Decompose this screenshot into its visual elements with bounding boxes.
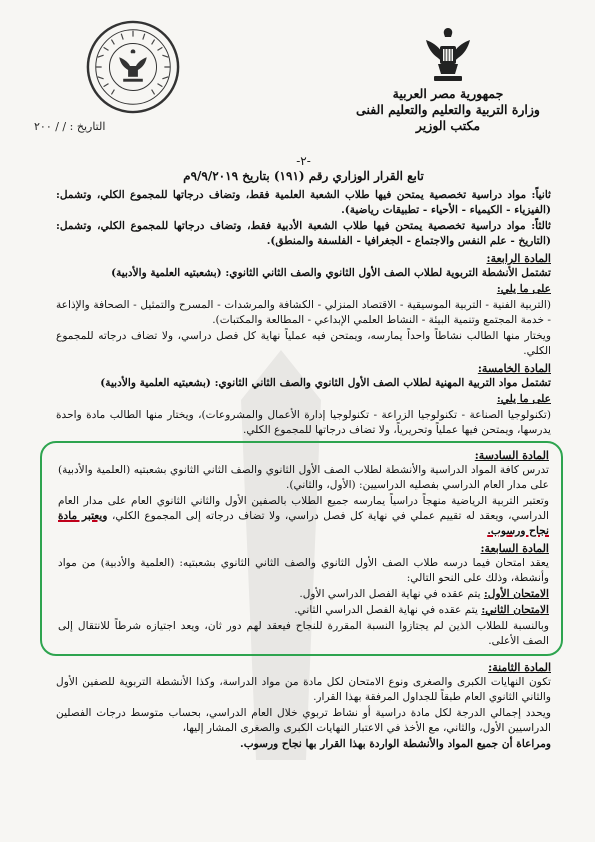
office-name: مكتب الوزير — [415, 118, 481, 133]
ministry-seal-icon — [84, 18, 182, 116]
country-name: جمهورية مصر العربية — [392, 86, 504, 101]
article-8-body: تكون النهايات الكبرى والصغرى ونوع الامتحان لكل مادة من مواد الدراسة، وكذا الأنشطة التربوية للصفين الأول والثاني الثانوي العام طبقاً للجداول المرفقة بهذا القرار. — [56, 676, 551, 703]
paragraph-secondly: ثانياً: مواد دراسية تخصصية يمتحن فيها طلاب الشعبة العلمية فقط، وتضاف درجاتها للمجموع الكلي، وتشمل: (الفيزياء - الكيمياء - الأحياء - تطبيقات رياضية). — [56, 189, 551, 216]
article-4-list: (التربية الفنية - التربية الموسيقية - الاقتصاد المنزلي - الكشافة والمرشدات - المسرح والتمثيل - الصحافة والإذاعة - خدمة المجتمع وتنمية البيئة - النشاط العلمي الإبداعي - المطالعة والمكتبات). — [56, 299, 551, 326]
article-8-heading: المادة الثامنة: — [488, 661, 551, 674]
decree-body — [56, 154, 551, 753]
article-6-body: تدرس كافة المواد الدراسية والأنشطة لطلاب الصف الأول الثانوي والصف الثاني الثانوي بشعبتيه (العلمية والأدبية) على مدار العام الدراسي بفصليه الدراسيين: (الأول، والثاني). — [58, 464, 549, 491]
second-exam-label: الامتحان الثاني: — [481, 604, 549, 616]
ministry-name: وزارة التربية والتعليم والتعليم الفنى — [356, 102, 540, 117]
article-6-sports-text: وتعتبر التربية الرياضية منهجاً دراسياً يمارسه جميع الطلاب بالصفين الأول والثاني الثانوي العام على مدار العام الدراسي، ويعقد له تقييم عملي في نهاية كل فصل دراسي، ولا تضاف درجاته إلى المجموع الكلي، — [58, 495, 549, 522]
second-exam-text: يتم عقده في نهاية الفصل الدراسي الثاني. — [294, 604, 482, 616]
article-5-list: (تكنولوجيا الصناعة - تكنولوجيا الزراعة - تكنولوجيا إدارة الأعمال والمشروعات)، ويختار منها الطالب مادة واحدة يدرسها، ويمتحن فيها عملياً وتحريرياً، ولا تضاف درجاتها للمجموع الكلي. — [56, 409, 551, 436]
article-4-note: ويختار منها الطالب نشاطاً واحداً يمارسه، ويمتحن فيه عملياً نهاية كل فصل دراسي، ولا تضاف درجاته للمجموع الكلي. — [56, 330, 551, 357]
article-7-body: يعقد امتحان فيما درسه طلاب الصف الأول الثانوي والصف الثاني الثانوي بشعبتيه: (العلمية والأدبية) من مواد وأنشطة، وذلك على النحو التالي: — [58, 557, 549, 584]
letterhead — [343, 22, 553, 134]
article-5-heading: المادة الخامسة: — [477, 362, 551, 375]
date-field-label: التاريخ : / / ٢٠٠ — [34, 120, 106, 133]
highlight-box — [40, 441, 563, 656]
article-4-following: على ما يلي: — [496, 283, 551, 295]
article-7-heading: المادة السابعة: — [480, 542, 549, 555]
article-4-heading: المادة الرابعة: — [486, 252, 551, 265]
article-6-heading: المادة السادسة: — [474, 449, 549, 462]
second-round-note: وبالنسبة للطلاب الذين لم يجتازوا النسبة المقررة للنجاح فيعقد لهم دور ثان، ويعد اجتيازه شرطاً للانتقال إلى الصف الأعلى. — [58, 620, 549, 647]
page-number: -٢- — [296, 154, 311, 168]
first-exam-text: يتم عقده في نهاية الفصل الدراسي الأول. — [299, 588, 484, 600]
first-exam — [58, 587, 549, 602]
article-5-intro: تشتمل مواد التربية المهنية لطلاب الصف الأول الثانوي والصف الثاني الثانوي: (بشعبتيه العلمية والأدبية) — [100, 377, 551, 389]
pass-fail-underlined: ويعتبر مادة نجاح ورسوب. — [58, 510, 549, 537]
article-8-grading: ويحدد إجمالي الدرجة لكل مادة دراسية أو نشاط تربوي خلال العام الدراسي، بحساب متوسط درجات الفصلين الدراسيين الأول، والثاني، مع الأخذ في الاعتبار النهايات الكبرى والصغرى المشار إليها، — [56, 707, 551, 734]
decree-subtitle: تابع القرار الوزاري رقم (١٩١) بتاريخ ٩/٩/٢٠١٩م — [183, 169, 424, 183]
paragraph-thirdly: ثالثاً: مواد دراسية تخصصية يمتحن فيها طلاب الشعبة الأدبية فقط، وتضاف درجاتها للمجموع الكلي، وتشمل: (التاريخ - علم النفس والاجتماع - الجغرافيا - الفلسفة والمنطق). — [56, 220, 551, 247]
eagle-emblem-icon — [418, 22, 478, 86]
article-4-intro: تشتمل الأنشطة التربوية لطلاب الصف الأول الثانوي والصف الثاني الثانوي: (بشعبتيه العلمية والأدبية) — [111, 267, 551, 279]
article-8-final: ومراعاة أن جميع المواد والأنشطة الواردة بهذا القرار بها نجاح ورسوب. — [240, 738, 551, 750]
second-exam — [58, 603, 549, 618]
article-6-sports — [58, 494, 549, 539]
article-5-following: على ما يلي: — [496, 393, 551, 405]
first-exam-label: الامتحان الأول: — [483, 588, 549, 600]
